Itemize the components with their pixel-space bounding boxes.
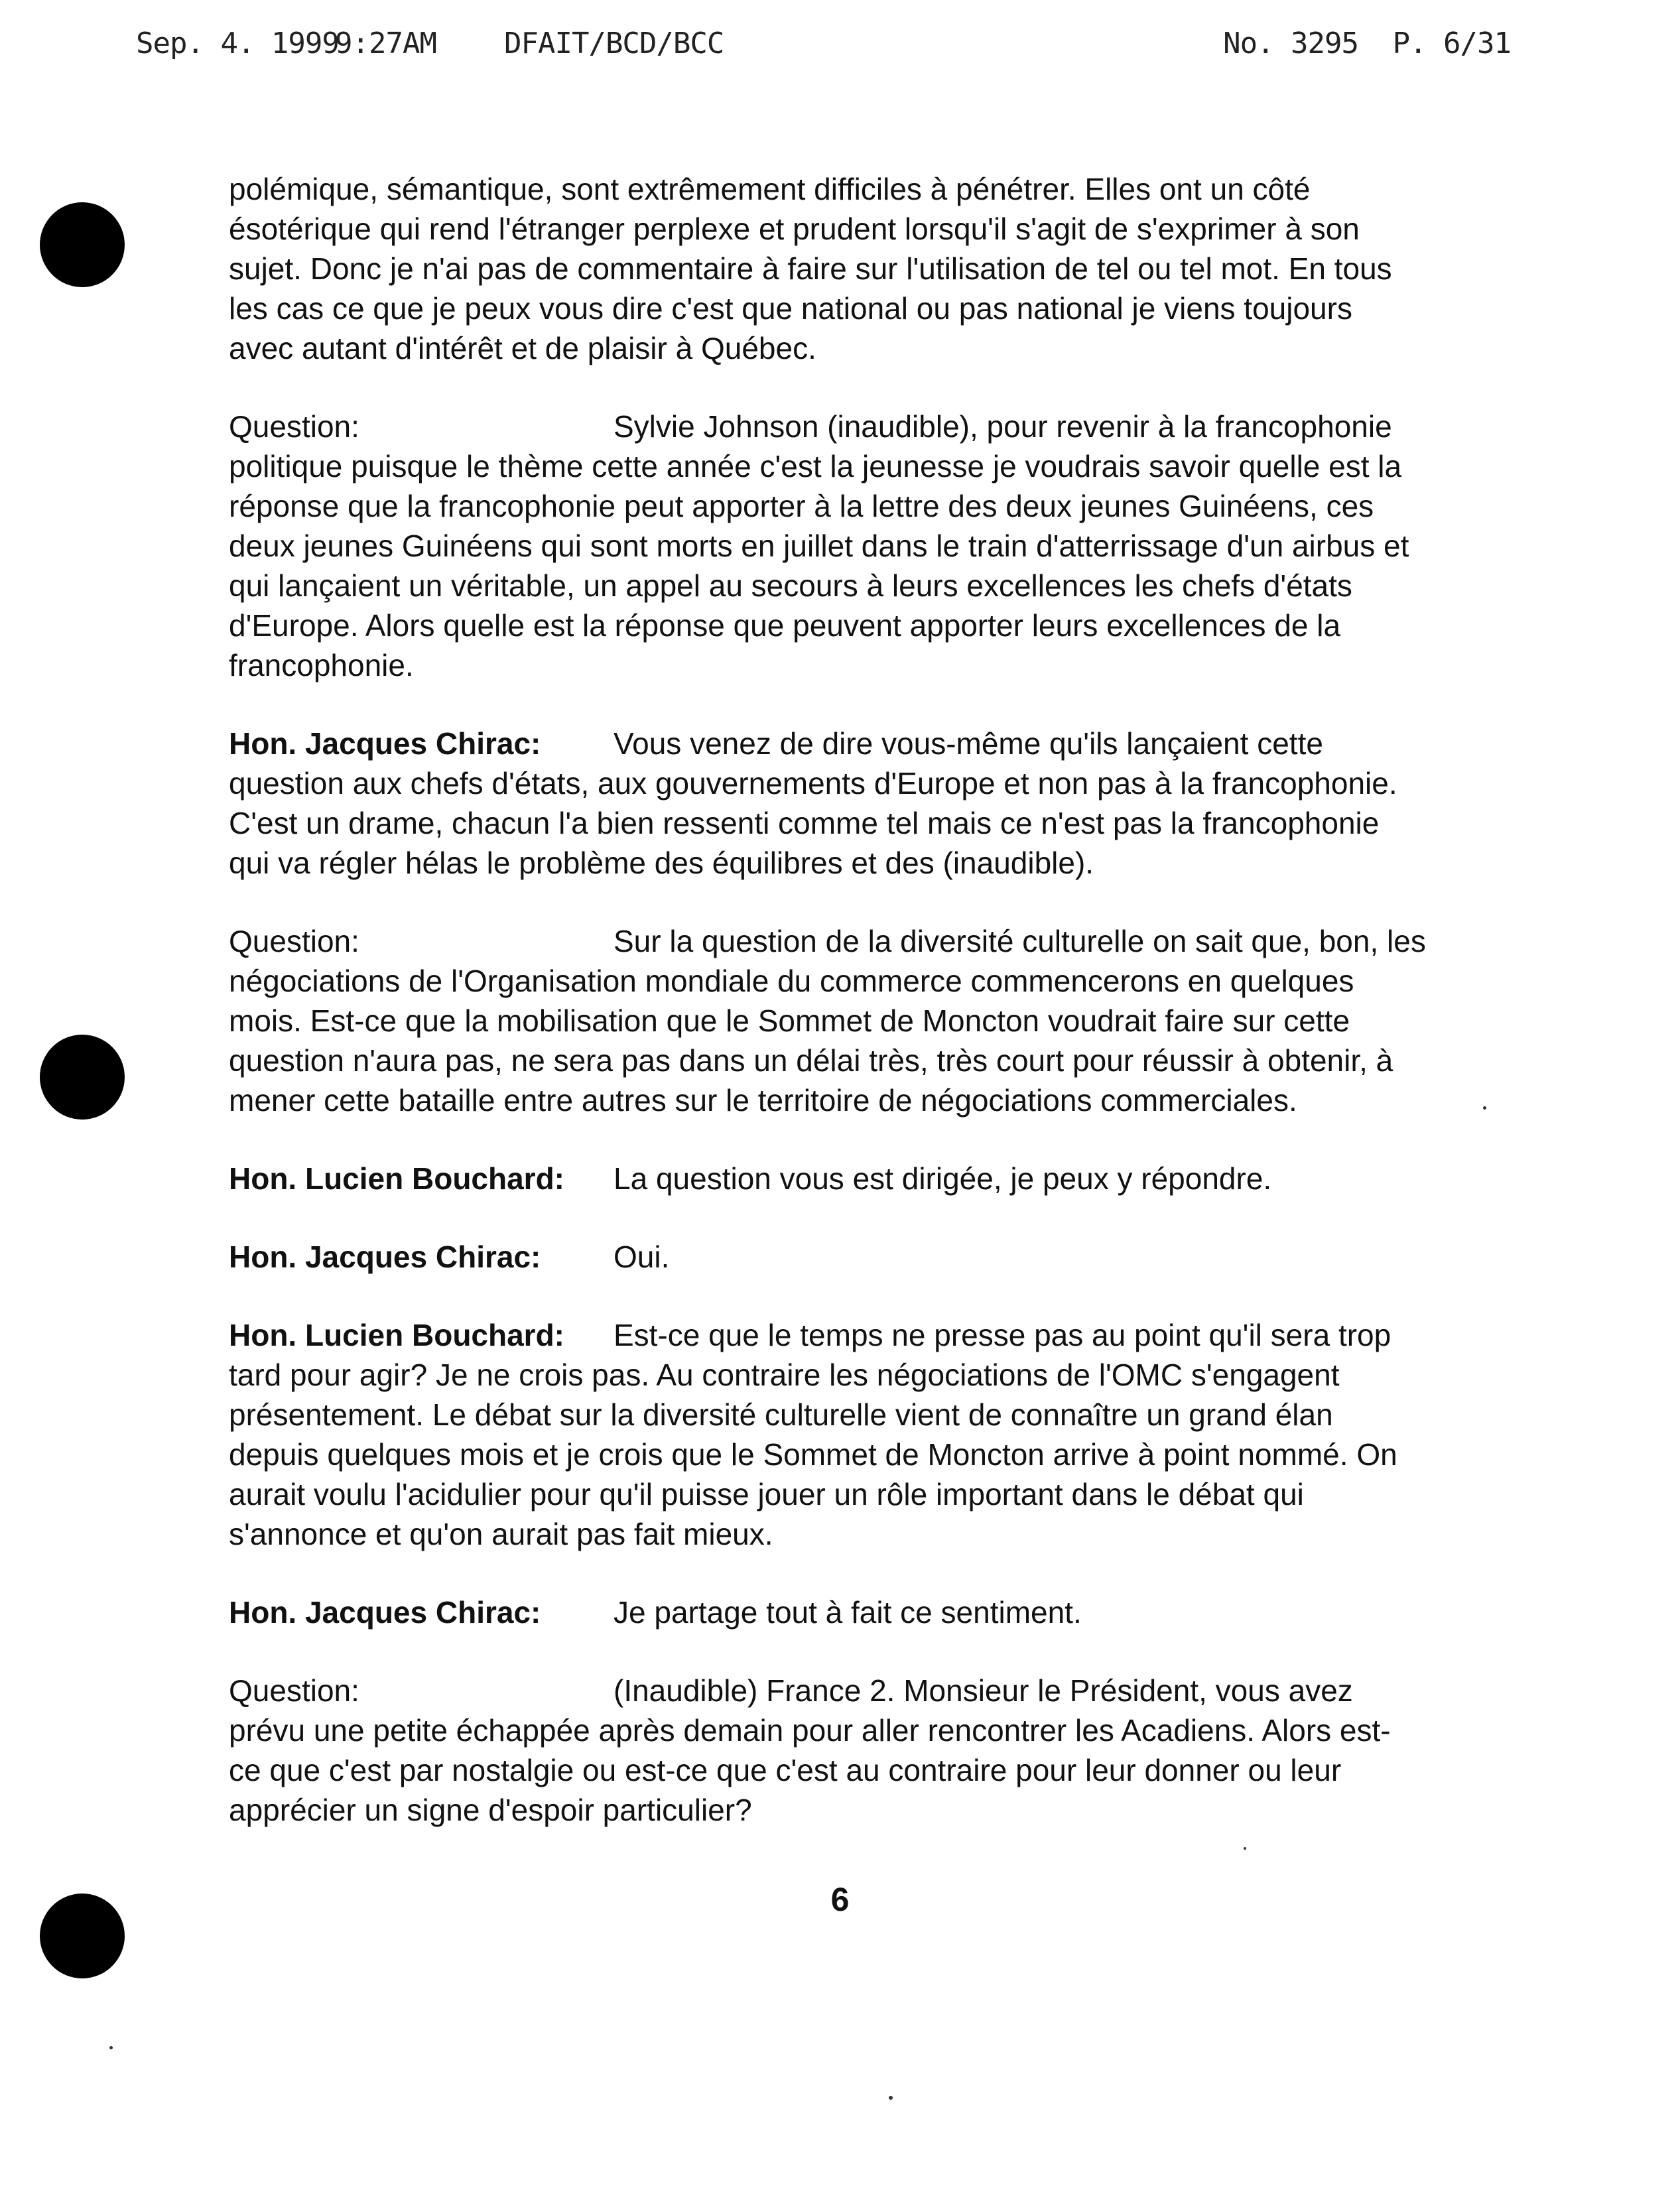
entry-first-line: [229, 724, 1502, 763]
scan-speck: [1483, 1106, 1486, 1110]
entry-first-line: [229, 1159, 1502, 1198]
scan-speck: [889, 2096, 893, 2100]
entry-text-continuation: politique puisque le thème cette année c'est la jeunesse je voudrais savoir quelle est la réponse que la francophonie peut apporter à la lettre des deux jeunes Guinéens, ces deux jeunes Guinéens qui sont morts en juillet dans le train d'atterrissage d'un airbus et qui lançaient un véritable, un appel au secours à leurs excellences les chefs d'états d'Europe. Alors quelle est la réponse que peuvent apporter leurs excellences de la francophonie.: [229, 449, 1409, 682]
speaker-label: Hon. Jacques Chirac:: [229, 1595, 541, 1630]
speaker-label: Hon. Lucien Bouchard:: [229, 1161, 564, 1196]
scan-speck: [1244, 1847, 1246, 1850]
entry-first-line: [229, 1671, 1502, 1710]
entry-text-start: Sylvie Johnson (inaudible), pour revenir à la francophonie: [614, 409, 1392, 444]
fax-sender: DFAIT/BCD/BCC: [504, 27, 724, 60]
speaker-label: Question:: [229, 1673, 359, 1708]
transcript-entry: [229, 1671, 1502, 1830]
entry-text-start: Sur la question de la diversité culturelle on sait que, bon, les: [614, 924, 1426, 958]
entry-first-line: [229, 1237, 1502, 1277]
transcript-entry: [229, 1592, 1502, 1632]
speaker-label: Question:: [229, 924, 359, 958]
entry-first-line: [229, 407, 1502, 446]
page-number: 6: [830, 1881, 850, 1918]
speaker-label: Hon. Jacques Chirac:: [229, 1240, 541, 1274]
entry-text-continuation: négociations de l'Organisation mondiale du commerce commencerons en quelques mois. Est-ce que la mobilisation que le Sommet de Moncton voudrait faire sur cette question n'aura pas, ne sera pas dans un délai très, très court pour réussir à obtenir, à mener cette bataille entre autres sur le territoire de négociations commerciales.: [229, 964, 1393, 1118]
entry-first-line: [229, 1315, 1502, 1355]
transcript-entry: [229, 1315, 1502, 1554]
entry-text-continuation: prévu une petite échappée après demain pour aller rencontrer les Acadiens. Alors est- ce que c'est par nostalgie ou est-ce que c'est au contraire pour leur donner ou leur apprécier un signe d'espoir particulier?: [229, 1713, 1391, 1827]
transcript-entry: [229, 724, 1502, 883]
opening-paragraph: polémique, sémantique, sont extrêmement difficiles à pénétrer. Elles ont un côté ésotérique qui rend l'étranger perplexe et prudent lorsqu'il s'agit de s'exprimer à son sujet. Donc je n'ai pas de commentaire à faire sur l'utilisation de tel ou tel mot. En tous les cas ce que je peux vous dire c'est que national ou pas national je viens toujours avec autant d'intérêt et de plaisir à Québec.: [229, 172, 1392, 365]
entry-text-continuation: tard pour agir? Je ne crois pas. Au contraire les négociations de l'OMC s'engagent présentement. Le débat sur la diversité culturelle vient de connaître un grand élan depuis quelques mois et je crois que le Sommet de Moncton arrive à point nommé. On aurait voulu l'acidulier pour qu'il puisse jouer un rôle important dans le débat qui s'annonce et qu'on aurait pas fait mieux.: [229, 1358, 1397, 1551]
speaker-label: Question:: [229, 409, 359, 444]
entry-text-continuation: question aux chefs d'états, aux gouvernements d'Europe et non pas à la francophonie. C'est un drame, chacun l'a bien ressenti comme tel mais ce n'est pas la francophonie qui va régler hélas le problème des équilibres et des (inaudible).: [229, 766, 1397, 880]
fax-time: 9:27AM: [335, 27, 436, 60]
transcript-entry: [229, 407, 1502, 685]
punch-hole: [40, 1035, 125, 1120]
entry-text-start: La question vous est dirigée, je peux y répondre.: [614, 1161, 1272, 1196]
entry-first-line: [229, 921, 1502, 961]
fax-page-count: P. 6/31: [1392, 27, 1511, 60]
transcript-entry: [229, 1237, 1502, 1277]
transcript-entry: [229, 1159, 1502, 1198]
transcript-entries: [229, 407, 1502, 1830]
entry-text-start: Je partage tout à fait ce sentiment.: [614, 1595, 1082, 1630]
entry-first-line: [229, 1592, 1502, 1632]
scan-speck: [109, 2046, 113, 2049]
entry-text-start: Vous venez de dire vous-même qu'ils lançaient cette: [614, 726, 1323, 761]
transcript-body: [229, 169, 1502, 1868]
punch-hole: [40, 202, 125, 287]
entry-text-start: (Inaudible) France 2. Monsieur le Président, vous avez: [614, 1673, 1353, 1708]
fax-number: No. 3295: [1223, 27, 1358, 60]
speaker-label: Hon. Jacques Chirac:: [229, 726, 541, 761]
fax-header: [136, 27, 1511, 73]
fax-date: Sep. 4. 1999: [136, 27, 339, 60]
entry-text-start: Oui.: [614, 1240, 670, 1274]
transcript-entry: [229, 921, 1502, 1120]
entry-text-start: Est-ce que le temps ne presse pas au point qu'il sera trop: [614, 1318, 1391, 1352]
speaker-label: Hon. Lucien Bouchard:: [229, 1318, 564, 1352]
